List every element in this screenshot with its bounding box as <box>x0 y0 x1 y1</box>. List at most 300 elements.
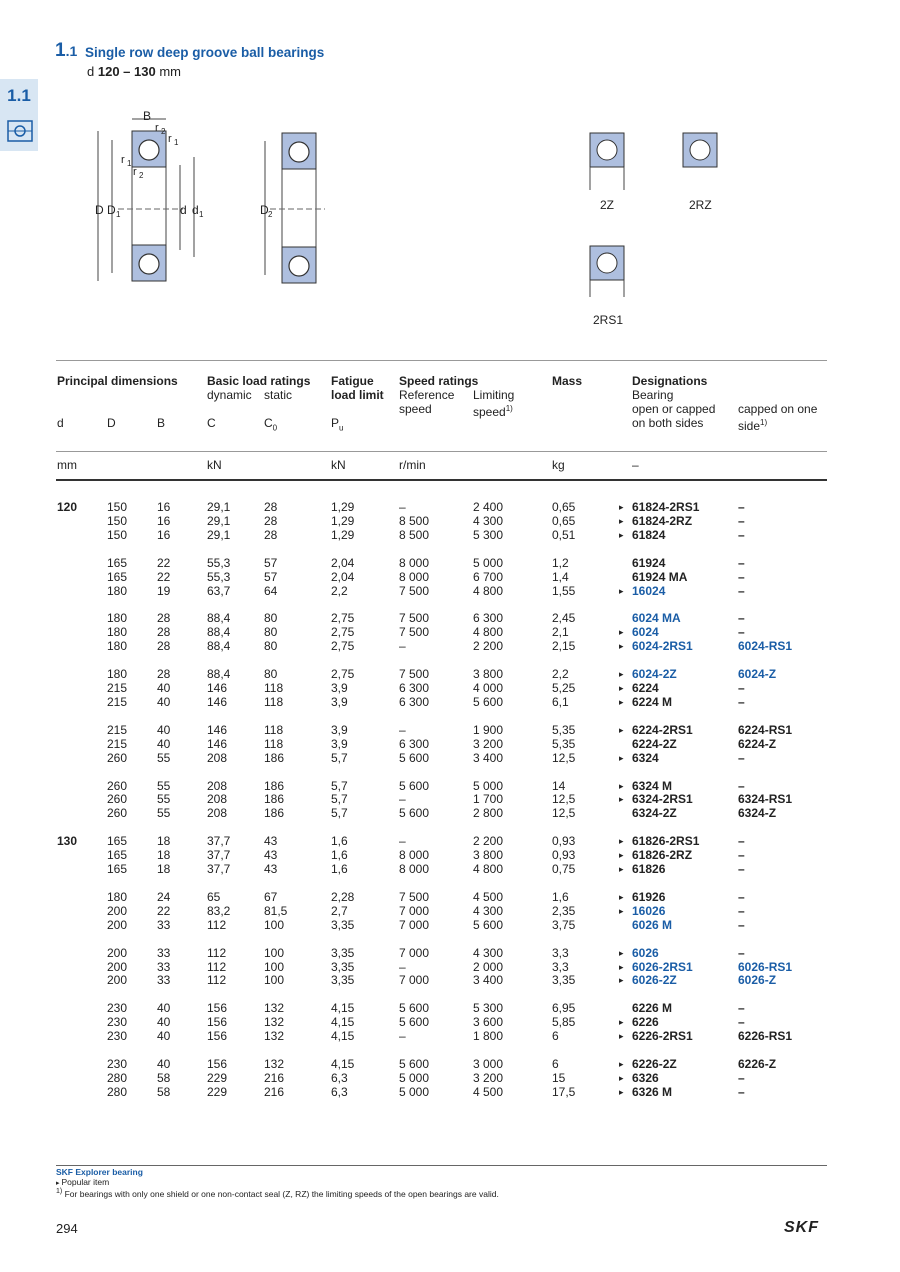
cell-b: 28 <box>157 611 171 626</box>
cell-capped-designation: – <box>738 778 745 793</box>
header-reference-2: speed <box>399 402 432 416</box>
cell-b: 28 <box>157 639 171 654</box>
cell-c: 37,7 <box>207 834 231 849</box>
cell-d: 230 <box>107 1029 128 1044</box>
dim-label-r1-top: r <box>168 133 172 145</box>
cell-c: 156 <box>207 1029 228 1044</box>
cell-ref: 5 600 <box>399 1057 430 1071</box>
cell-c0: 118 <box>264 722 284 737</box>
cell-capped-designation: 6324-Z <box>738 806 777 821</box>
cell-c0: 80 <box>264 625 278 640</box>
header-mass: Mass <box>552 374 583 388</box>
cell-pu: 1,6 <box>331 848 348 863</box>
cell-c: 65 <box>207 889 221 904</box>
header-capped-2: side$^{1)}$ <box>738 418 768 433</box>
cell-designation: 6024 MA <box>632 611 681 626</box>
header-reference: Reference <box>399 388 455 402</box>
cell-lim: 1 800 <box>473 1029 504 1044</box>
cell-d: 260 <box>107 806 128 821</box>
popular-item-icon: ▸ <box>619 947 624 958</box>
cell-c: 37,7 <box>207 862 231 876</box>
cell-ref: – <box>399 792 406 807</box>
cell-c: 208 <box>207 778 228 793</box>
dim-label-r2-sub: 2 <box>161 127 166 136</box>
cell-designation: 6026-2RS1 <box>632 959 693 974</box>
cell-d: 180 <box>107 639 128 654</box>
cell-c0: 64 <box>264 583 278 598</box>
cell-lim: 4 500 <box>473 889 504 904</box>
cell-lim: 2 200 <box>473 834 504 849</box>
dim-label-r1-left: r <box>121 154 125 166</box>
cell-pu: 1,29 <box>331 513 355 528</box>
cell-pu: 4,15 <box>331 1057 355 1071</box>
header-bearing: Bearing <box>632 388 674 402</box>
cell-mass: 2,35 <box>552 903 576 918</box>
cell-d: 180 <box>107 625 128 640</box>
cell-d: 165 <box>107 862 128 876</box>
popular-item-icon: ▸ <box>619 627 624 638</box>
cell-mass: 15 <box>552 1070 566 1085</box>
cell-d: 280 <box>107 1084 128 1099</box>
cell-ref: 5 600 <box>399 1015 430 1030</box>
cell-b: 19 <box>157 583 171 598</box>
cell-c: 88,4 <box>207 667 231 682</box>
cell-mass: 1,6 <box>552 889 569 904</box>
cell-ref: – <box>399 639 406 654</box>
dim-label-D2: D <box>260 203 269 217</box>
cell-mass: 2,2 <box>552 667 569 682</box>
cell-ref: 8 000 <box>399 848 430 863</box>
cell-mass: 17,5 <box>552 1084 576 1099</box>
popular-item-icon: ▸ <box>619 891 624 902</box>
cell-pu: 2,2 <box>331 583 348 598</box>
cell-d: 215 <box>107 681 128 695</box>
cell-pu: 3,9 <box>331 736 348 751</box>
popular-item-icon: ▸ <box>619 515 624 526</box>
cell-capped-designation: – <box>738 583 745 598</box>
cell-mass: 14 <box>552 778 566 793</box>
cell-capped-designation: 6026-RS1 <box>738 959 793 974</box>
cell-mass: 6,1 <box>552 694 569 709</box>
cell-ref: 5 600 <box>399 806 430 821</box>
cell-mass: 1,55 <box>552 583 576 598</box>
cell-pu: 3,35 <box>331 959 355 974</box>
cell-lim: 4 500 <box>473 1084 504 1099</box>
cell-ref: 8 500 <box>399 527 430 542</box>
cell-b: 40 <box>157 722 171 737</box>
cell-capped-designation: 6324-RS1 <box>738 792 793 807</box>
cell-capped-designation: – <box>738 625 745 640</box>
cell-ref: 5 600 <box>399 778 430 793</box>
cell-lim: 5 000 <box>473 778 504 793</box>
cell-designation: 6224-2RS1 <box>632 722 693 737</box>
cell-c0: 57 <box>264 569 278 584</box>
cell-capped-designation: 6024-RS1 <box>738 639 793 654</box>
cell-pu: 6,3 <box>331 1084 348 1099</box>
unit-rpm: r/min <box>399 458 426 472</box>
header-open: open or capped <box>632 402 716 416</box>
popular-item-icon: ▸ <box>619 1017 624 1028</box>
subtitle-unit: mm <box>159 64 181 79</box>
popular-item-icon: ▸ <box>619 724 624 735</box>
cell-capped-designation: – <box>738 862 745 876</box>
cell-d: 200 <box>107 917 128 932</box>
cell-ref: – <box>399 834 406 849</box>
cell-ref: 7 500 <box>399 611 430 626</box>
cell-c0: 28 <box>264 500 278 514</box>
cell-capped-designation: – <box>738 1070 745 1085</box>
cell-designation: 6026-2Z <box>632 973 677 988</box>
cell-d: 180 <box>107 583 128 598</box>
cell-pu: 5,7 <box>331 778 348 793</box>
footnote-explorer: SKF Explorer bearing <box>56 1167 143 1177</box>
unit-kg: kg <box>552 458 565 472</box>
cell-b: 55 <box>157 792 171 807</box>
cell-c0: 43 <box>264 862 278 876</box>
cell-lim: 3 800 <box>473 667 504 682</box>
cell-c0: 186 <box>264 750 285 765</box>
cell-c0: 80 <box>264 667 278 682</box>
cell-b: 33 <box>157 917 171 932</box>
cell-designation: 6224-2Z <box>632 736 677 751</box>
cell-c: 29,1 <box>207 513 231 528</box>
dim-label-d1: d <box>192 203 199 217</box>
cell-pu: 3,35 <box>331 917 355 932</box>
cell-c0: 186 <box>264 778 285 793</box>
cell-ref: 5 000 <box>399 1084 430 1099</box>
cell-pu: 1,6 <box>331 862 348 876</box>
dim-label-D1-sub: 1 <box>116 210 121 219</box>
cell-lim: 6 300 <box>473 611 504 626</box>
variant-label-2rs1: 2RS1 <box>593 313 624 327</box>
cell-capped-designation: – <box>738 527 745 542</box>
cell-c0: 132 <box>264 1057 285 1071</box>
cell-b: 55 <box>157 778 171 793</box>
cell-capped-designation: – <box>738 1015 745 1030</box>
cell-designation: 61824-2RS1 <box>632 500 700 514</box>
popular-item-icon: ▸ <box>619 961 624 972</box>
cell-ref: 7 500 <box>399 625 430 640</box>
cell-mass: 0,51 <box>552 527 576 542</box>
cell-c0: 28 <box>264 513 278 528</box>
dim-label-D2-sub: 2 <box>268 210 273 219</box>
cell-d: 165 <box>107 555 128 570</box>
cell-b: 18 <box>157 848 171 863</box>
cell-c0: 100 <box>264 917 285 932</box>
cell-b: 33 <box>157 959 171 974</box>
variant-label-2rz: 2RZ <box>689 198 712 212</box>
cell-c0: 100 <box>264 959 285 974</box>
cell-mass: 3,3 <box>552 959 569 974</box>
dim-label-d: d <box>180 203 187 217</box>
cell-capped-designation: – <box>738 681 745 695</box>
cell-mass: 2,15 <box>552 639 576 654</box>
cell-d: 165 <box>107 569 128 584</box>
cell-capped-designation: – <box>738 945 745 960</box>
popular-item-icon: ▸ <box>619 1072 624 1083</box>
cell-capped-designation: – <box>738 500 745 514</box>
cell-lim: 4 800 <box>473 625 504 640</box>
cell-b: 18 <box>157 862 171 876</box>
cell-lim: 6 700 <box>473 569 504 584</box>
cell-pu: 3,9 <box>331 694 348 709</box>
header-limiting-2: speed$^{1)}$ <box>473 404 513 419</box>
symbol-d: d <box>57 416 64 430</box>
cell-capped-designation: – <box>738 513 745 528</box>
cell-c: 156 <box>207 1001 228 1016</box>
cell-c: 146 <box>207 736 228 751</box>
cell-ref: 7 500 <box>399 889 430 904</box>
cell-designation: 6324 M <box>632 778 673 793</box>
cell-d: 280 <box>107 1070 128 1085</box>
cell-pu: 2,75 <box>331 611 355 626</box>
page-number: 294 <box>56 1221 78 1236</box>
popular-item-icon: ▸ <box>619 529 624 540</box>
cell-c0: 118 <box>264 681 284 695</box>
footnote-popular: ▸ Popular item <box>56 1177 110 1187</box>
cell-lim: 2 200 <box>473 639 504 654</box>
cell-capped-designation: – <box>738 917 745 932</box>
cell-designation: 6326 M <box>632 1084 673 1099</box>
cell-ref: 6 300 <box>399 681 430 695</box>
dim-label-B: B <box>143 109 152 123</box>
cell-ref: 5 600 <box>399 1001 430 1016</box>
section-number-minor: .1 <box>65 43 78 59</box>
cell-pu: 4,15 <box>331 1001 355 1016</box>
cell-pu: 5,7 <box>331 750 348 765</box>
cell-b: 58 <box>157 1084 171 1099</box>
cell-d: 180 <box>107 889 128 904</box>
cell-designation: 61824 <box>632 527 666 542</box>
cell-designation: 6226-2RS1 <box>632 1029 693 1044</box>
popular-item-icon: ▸ <box>619 975 624 986</box>
cell-lim: 4 800 <box>473 862 504 876</box>
cell-c0: 80 <box>264 639 278 654</box>
cell-pu: 6,3 <box>331 1070 348 1085</box>
cell-capped-designation: – <box>738 611 745 626</box>
header-open-2: on both sides <box>632 416 704 430</box>
cell-c: 146 <box>207 694 228 709</box>
cell-designation: 6226-2Z <box>632 1057 677 1071</box>
cell-lim: 4 800 <box>473 583 504 598</box>
chapter-tab-label: 1.1 <box>7 86 31 105</box>
cell-c0: 57 <box>264 555 278 570</box>
header-principal: Principal dimensions <box>57 374 178 388</box>
symbol-B: B <box>157 416 166 430</box>
cell-mass: 1,2 <box>552 555 569 570</box>
cell-lim: 3 200 <box>473 736 504 751</box>
cell-designation: 6024-2Z <box>632 667 677 682</box>
cell-d: 150 <box>107 527 128 542</box>
cell-b: 16 <box>157 513 171 528</box>
cell-c: 88,4 <box>207 611 231 626</box>
cell-lim: 3 400 <box>473 973 504 988</box>
cell-mass: 3,3 <box>552 945 569 960</box>
cell-pu: 4,15 <box>331 1015 355 1030</box>
cell-designation: 61924 <box>632 555 666 570</box>
cell-designation: 61924 MA <box>632 569 688 584</box>
footnote-limiting: $^{1)}$ For bearings with only one shield or one non-contact seal (Z, RZ) the limiting speeds of the open bearings are valid. <box>56 1188 499 1199</box>
cell-b: 28 <box>157 625 171 640</box>
unit-mm: mm <box>57 458 77 472</box>
cell-designation: 6324 <box>632 750 659 765</box>
header-static: static <box>264 388 293 402</box>
cell-capped-designation: 6226-RS1 <box>738 1029 793 1044</box>
cell-designation: 6026 <box>632 945 659 960</box>
cell-ref: – <box>399 500 406 514</box>
cell-mass: 3,75 <box>552 917 576 932</box>
cell-pu: 1,29 <box>331 500 355 514</box>
cell-lim: 1 700 <box>473 792 504 807</box>
cell-b: 55 <box>157 806 171 821</box>
header-fatigue-2: load limit <box>331 388 384 402</box>
cell-designation: 6026 M <box>632 917 673 932</box>
cell-c: 63,7 <box>207 583 231 598</box>
cell-b: 58 <box>157 1070 171 1085</box>
cell-c: 208 <box>207 792 228 807</box>
cell-mass: 5,85 <box>552 1015 576 1030</box>
cell-c: 146 <box>207 681 228 695</box>
cell-designation: 61824-2RZ <box>632 513 693 528</box>
cell-d: 260 <box>107 750 128 765</box>
cell-ref: 8 000 <box>399 555 430 570</box>
unit-designation: – <box>632 458 639 472</box>
skf-logo: SKF <box>784 1219 819 1236</box>
cell-b: 28 <box>157 667 171 682</box>
unit-kN-P: kN <box>331 458 346 472</box>
cell-b: 40 <box>157 1001 171 1016</box>
cell-mass: 1,4 <box>552 569 569 584</box>
cell-b: 22 <box>157 569 171 584</box>
cell-c0: 100 <box>264 945 285 960</box>
cell-mass: 12,5 <box>552 750 576 765</box>
cell-mass: 5,35 <box>552 736 576 751</box>
header-designations: Designations <box>632 374 708 388</box>
popular-item-icon: ▸ <box>619 1086 624 1097</box>
cell-d: 200 <box>107 973 128 988</box>
cell-capped-designation: – <box>738 903 745 918</box>
dim-label-d1-sub: 1 <box>199 210 204 219</box>
cell-d: 230 <box>107 1057 128 1071</box>
cell-pu: 4,15 <box>331 1029 355 1044</box>
popular-item-icon: ▸ <box>619 696 624 707</box>
cell-lim: 5 000 <box>473 555 504 570</box>
cell-designation: 6224 <box>632 681 659 695</box>
cell-b: 40 <box>157 1057 171 1071</box>
cell-lim: 3 200 <box>473 1070 504 1085</box>
cell-c: 112 <box>207 959 227 974</box>
cell-lim: 3 600 <box>473 1015 504 1030</box>
cell-pu: 3,35 <box>331 973 355 988</box>
cell-c: 156 <box>207 1015 228 1030</box>
cell-b: 55 <box>157 750 171 765</box>
cell-c0: 216 <box>264 1084 285 1099</box>
page-title: Single row deep groove ball bearings <box>85 45 325 60</box>
cell-ref: 7 000 <box>399 917 430 932</box>
cell-capped-designation: – <box>738 834 745 849</box>
cell-b: 40 <box>157 1029 171 1044</box>
cell-b: 18 <box>157 834 171 849</box>
cell-mass: 6 <box>552 1057 559 1071</box>
cell-pu: 3,9 <box>331 722 348 737</box>
cell-mass: 12,5 <box>552 806 576 821</box>
cell-lim: 5 300 <box>473 1001 504 1016</box>
cell-capped-designation: – <box>738 1084 745 1099</box>
dim-label-r2-left-sub: 2 <box>139 171 144 180</box>
cell-c: 88,4 <box>207 625 231 640</box>
cell-designation: 16026 <box>632 903 666 918</box>
symbol-C0: $C_0$ <box>264 416 278 433</box>
cell-capped-designation: 6026-Z <box>738 973 777 988</box>
cell-ref: 7 500 <box>399 667 430 682</box>
cell-lim: 4 300 <box>473 513 504 528</box>
cell-c0: 100 <box>264 973 285 988</box>
cell-c: 83,2 <box>207 903 231 918</box>
popular-item-icon: ▸ <box>619 850 624 861</box>
cell-ref: 6 300 <box>399 736 430 751</box>
header-limiting: Limiting <box>473 388 515 402</box>
cell-d: 200 <box>107 945 128 960</box>
cell-capped-designation: – <box>738 694 745 709</box>
cell-c: 55,3 <box>207 569 231 584</box>
cell-ref: – <box>399 722 406 737</box>
cell-designation: 6024-2RS1 <box>632 639 693 654</box>
cell-lim: 3 000 <box>473 1057 504 1071</box>
cell-c: 29,1 <box>207 500 231 514</box>
cell-capped-designation: 6224-RS1 <box>738 722 793 737</box>
popular-item-icon: ▸ <box>619 905 624 916</box>
cell-d: 150 <box>107 513 128 528</box>
header-dynamic: dynamic <box>207 388 252 402</box>
cell-lim: 2 800 <box>473 806 504 821</box>
cell-d: 165 <box>107 848 128 863</box>
cell-pu: 2,04 <box>331 555 355 570</box>
cell-designation: 6226 M <box>632 1001 673 1016</box>
cell-mass: 0,93 <box>552 834 576 849</box>
subtitle-range: 120 – 130 <box>97 64 156 79</box>
cell-pu: 2,75 <box>331 625 355 640</box>
cell-b: 22 <box>157 903 171 918</box>
cell-pu: 1,29 <box>331 527 355 542</box>
cell-d: 130 <box>57 834 78 849</box>
cell-pu: 3,35 <box>331 945 355 960</box>
symbol-C: C <box>207 416 216 430</box>
header-capped: capped on one <box>738 402 818 416</box>
cell-mass: 12,5 <box>552 792 576 807</box>
cell-ref: 7 000 <box>399 903 430 918</box>
cell-designation: 6224 M <box>632 694 673 709</box>
cell-b: 40 <box>157 681 171 695</box>
cell-ref: 7 000 <box>399 945 430 960</box>
symbol-Pu: $P_u$ <box>331 416 344 433</box>
header-fatigue: Fatigue <box>331 374 374 388</box>
cell-mass: 6,95 <box>552 1001 576 1016</box>
cell-ref: 7 000 <box>399 973 430 988</box>
cell-c0: 216 <box>264 1070 285 1085</box>
cell-mass: 2,45 <box>552 611 576 626</box>
cell-c0: 132 <box>264 1029 285 1044</box>
popular-item-icon: ▸ <box>619 1031 624 1042</box>
cell-mass: 3,35 <box>552 973 576 988</box>
dim-label-r1-top-sub: 1 <box>174 138 179 147</box>
dim-label-r2: r <box>155 122 159 134</box>
cell-b: 40 <box>157 736 171 751</box>
cell-lim: 4 300 <box>473 903 504 918</box>
cell-b: 33 <box>157 945 171 960</box>
cell-b: 33 <box>157 973 171 988</box>
cell-c0: 81,5 <box>264 903 288 918</box>
cell-designation: 61926 <box>632 889 666 904</box>
